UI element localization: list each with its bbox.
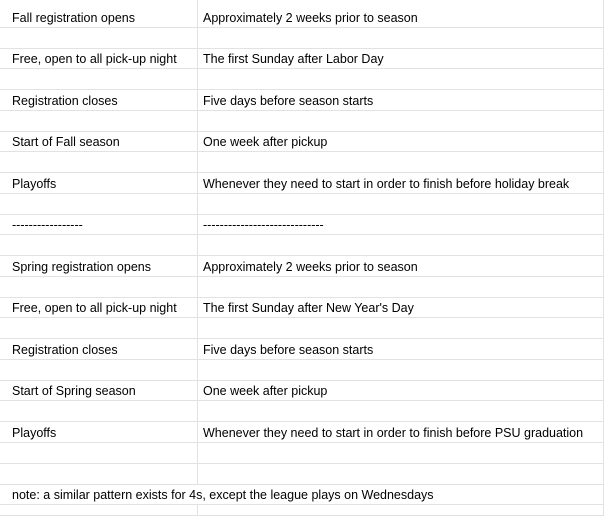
- cell-a[interactable]: Fall registration opens: [12, 11, 135, 25]
- empty-row: [0, 194, 604, 215]
- cell-b[interactable]: Whenever they need to start in order to finish before holiday break: [203, 177, 570, 191]
- empty-row: [0, 401, 604, 422]
- table-row: [0, 132, 604, 152]
- cell-a[interactable]: Registration closes: [12, 94, 118, 108]
- empty-row: [0, 111, 604, 132]
- cell-b[interactable]: Five days before season starts: [203, 94, 374, 108]
- cell-a[interactable]: Registration closes: [12, 343, 118, 357]
- empty-row: [0, 28, 604, 49]
- table-row: [0, 298, 604, 318]
- cell-b[interactable]: One week after pickup: [203, 384, 328, 398]
- empty-row: [0, 464, 604, 485]
- cell-b[interactable]: The first Sunday after New Year's Day: [203, 301, 414, 315]
- cell-a[interactable]: Playoffs: [12, 177, 57, 191]
- cell-b[interactable]: One week after pickup: [203, 135, 328, 149]
- column-divider: [197, 505, 198, 516]
- cell-a[interactable]: Free, open to all pick-up night: [12, 301, 177, 315]
- cell-a[interactable]: -----------------: [12, 218, 83, 232]
- table-row: [0, 174, 604, 194]
- cell-a[interactable]: Spring registration opens: [12, 260, 151, 274]
- table-row: [0, 381, 604, 401]
- note-row: [0, 485, 604, 505]
- column-divider: [197, 0, 198, 485]
- empty-row: [0, 318, 604, 339]
- empty-row: [0, 152, 604, 173]
- table-row: [0, 257, 604, 277]
- cell-b[interactable]: Approximately 2 weeks prior to season: [203, 11, 418, 25]
- empty-row: [0, 505, 604, 516]
- note-cell[interactable]: note: a similar pattern exists for 4s, except the league plays on Wednesdays: [12, 488, 434, 502]
- cell-b[interactable]: Whenever they need to start in order to finish before PSU graduation: [203, 426, 584, 440]
- table-row: [0, 423, 604, 443]
- cell-a[interactable]: Playoffs: [12, 426, 57, 440]
- empty-row: [0, 235, 604, 256]
- cell-b[interactable]: Approximately 2 weeks prior to season: [203, 260, 418, 274]
- table-row: [0, 8, 604, 28]
- cell-a[interactable]: Start of Fall season: [12, 135, 120, 149]
- empty-row: [0, 360, 604, 381]
- table-row: [0, 340, 604, 360]
- separator-row: [0, 215, 604, 235]
- empty-row: [0, 443, 604, 464]
- cell-b[interactable]: Five days before season starts: [203, 343, 374, 357]
- cell-b[interactable]: -----------------------------: [203, 218, 324, 232]
- cell-a[interactable]: Free, open to all pick-up night: [12, 52, 177, 66]
- empty-row: [0, 69, 604, 90]
- cell-a[interactable]: Start of Spring season: [12, 384, 136, 398]
- cell-b[interactable]: The first Sunday after Labor Day: [203, 52, 384, 66]
- table-row: [0, 49, 604, 69]
- table-row: [0, 91, 604, 111]
- empty-row: [0, 277, 604, 298]
